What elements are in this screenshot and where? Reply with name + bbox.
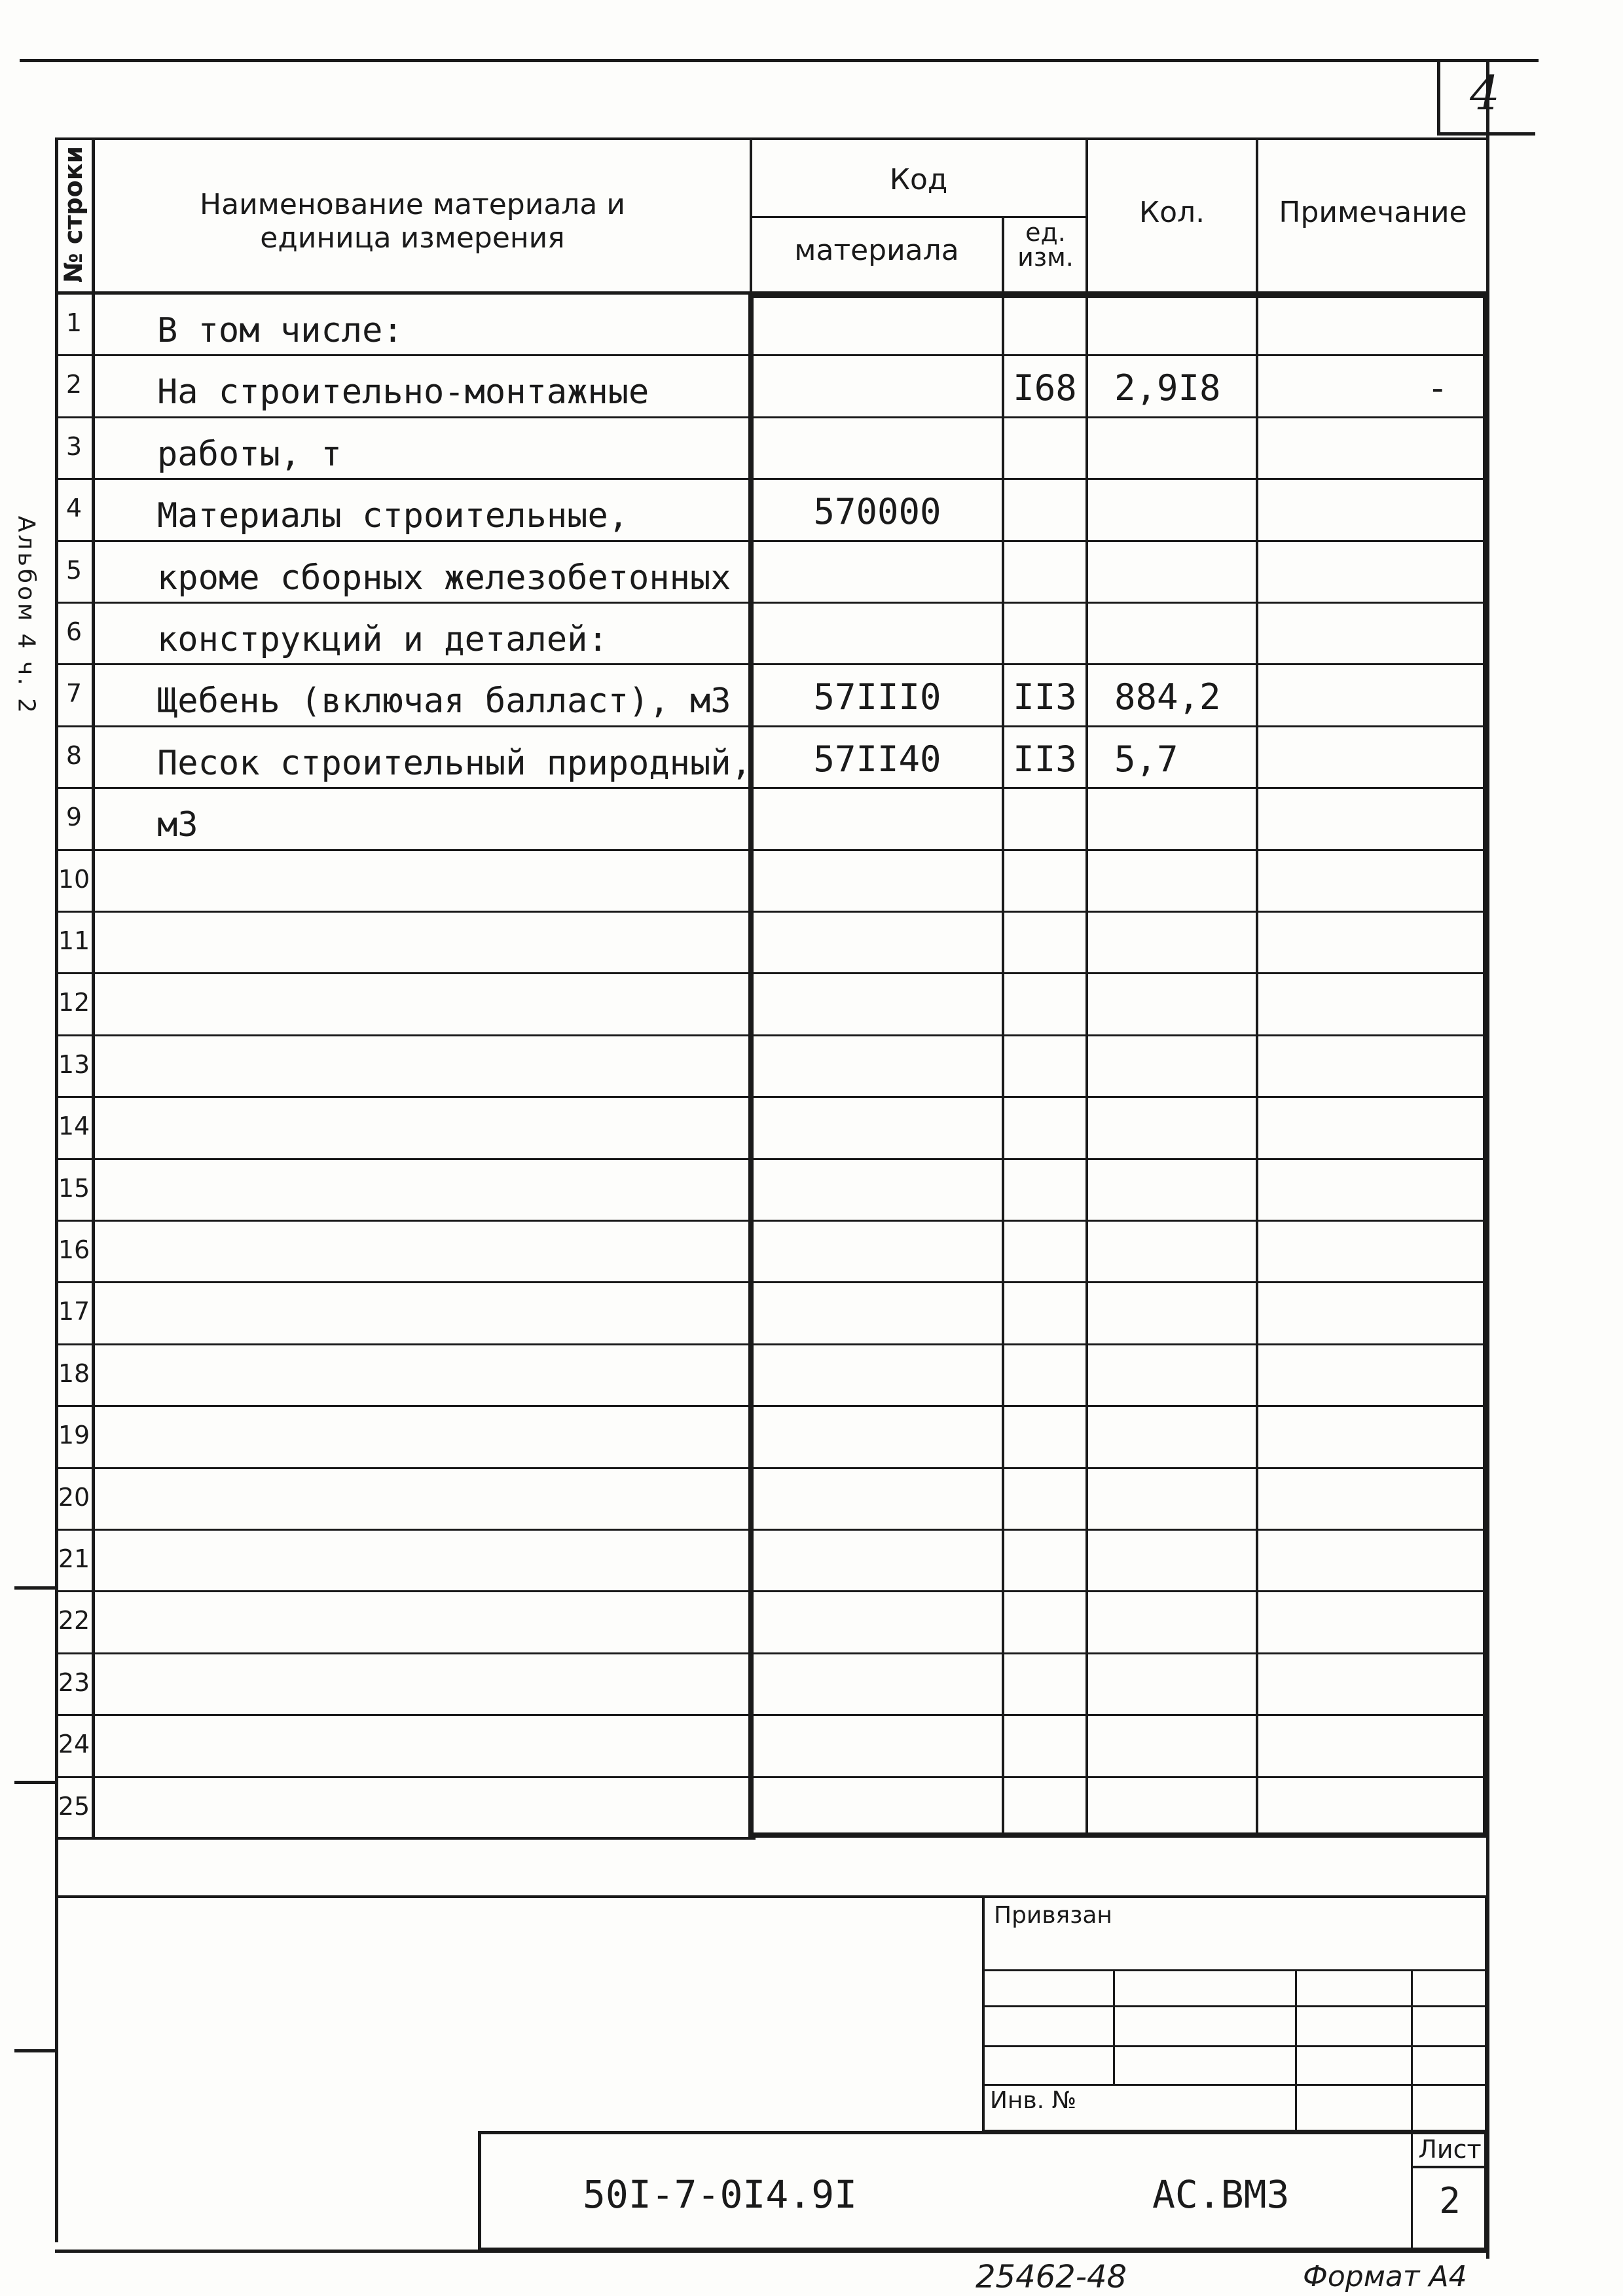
row-separator-line [55, 1467, 1487, 1469]
sheet-label-line [1411, 2166, 1487, 2168]
row-quantity: 2,9I8 [1114, 367, 1221, 409]
row-separator-line [55, 1096, 1487, 1098]
row-separator-line [55, 1714, 1487, 1716]
row-separator-line [55, 1590, 1487, 1592]
table-bottom-line [55, 1837, 756, 1840]
col-line-material [750, 137, 752, 301]
row-number: 7 [65, 679, 82, 708]
row-number: 4 [65, 494, 82, 522]
row-name: работы, т [157, 435, 342, 474]
stamp-bound-label: Привязан [994, 1902, 1112, 1929]
stamp-col-line [1113, 1969, 1115, 2084]
row-separator-line [55, 1529, 1487, 1531]
row-number: 22 [58, 1606, 90, 1635]
row-number: 5 [65, 556, 82, 585]
row-number: 15 [58, 1174, 90, 1203]
row-unit-code: II3 [1013, 738, 1077, 780]
corner-bottom-line [1437, 132, 1535, 136]
page-mark: 4 [1470, 65, 1500, 120]
row-name: конструкций и деталей: [157, 620, 608, 659]
row-separator-line [55, 911, 1487, 913]
row-separator-line [55, 478, 1487, 480]
margin-tick [14, 1586, 55, 1590]
margin-tick [14, 1781, 55, 1784]
row-name: кроме сборных железобетонных [157, 558, 731, 598]
row-separator-line [55, 1281, 1487, 1283]
row-number: 8 [65, 741, 82, 770]
row-quantity: 5,7 [1114, 738, 1178, 780]
row-number: 14 [58, 1112, 90, 1140]
row-name: На строительно-монтажные [157, 373, 649, 412]
header-name: Наименование материала и единица измерения [200, 188, 625, 255]
row-separator-line [55, 725, 1487, 727]
row-number: 24 [58, 1730, 90, 1758]
header-note: Примечание [1279, 196, 1467, 229]
stamp-col-line [1295, 1969, 1297, 2132]
row-separator-line [55, 1405, 1487, 1407]
row-material-code: 57II40 [813, 738, 941, 780]
row-number: 11 [58, 926, 90, 955]
top-border-line [20, 59, 1539, 62]
doc-code: 50I-7-0I4.9I [583, 2172, 858, 2217]
footer-number: 25462-48 [976, 2259, 1127, 2295]
row-separator-line [55, 972, 1487, 974]
row-number: 6 [65, 617, 82, 646]
row-number: 2 [65, 370, 82, 399]
row-number: 23 [58, 1668, 90, 1697]
row-number: 20 [58, 1483, 90, 1512]
row-number: 12 [58, 988, 90, 1017]
row-name: Песок строительный природный, [157, 744, 752, 783]
row-number: 3 [65, 432, 82, 461]
row-separator-line [55, 663, 1487, 665]
row-separator-line [55, 1776, 1487, 1778]
margin-tick [14, 2049, 55, 2052]
row-quantity: 884,2 [1114, 676, 1221, 718]
row-unit-code: I68 [1013, 367, 1077, 409]
row-number: 18 [58, 1359, 90, 1388]
row-name: м3 [157, 805, 198, 845]
bottom-border-line [55, 2250, 1487, 2253]
row-unit-code: II3 [1013, 676, 1077, 718]
header-material: материала [794, 234, 959, 267]
header-row-no: № строки [59, 145, 88, 283]
row-separator-line [55, 1158, 1487, 1160]
row-separator-line [55, 1652, 1487, 1654]
header-qty: Кол. [1139, 196, 1205, 229]
footer-format: Формат А4 [1303, 2260, 1467, 2293]
row-separator-line [55, 787, 1487, 789]
row-number: 1 [65, 308, 82, 337]
row-name: Щебень (включая балласт), м3 [157, 682, 731, 721]
row-separator-line [55, 354, 1487, 356]
row-number: 10 [58, 865, 90, 894]
row-separator-line [55, 416, 1487, 418]
header-unit: ед. изм. [1017, 218, 1074, 272]
row-material-code: 57III0 [813, 676, 941, 718]
sheet-label: Лист [1418, 2135, 1482, 2164]
row-number: 13 [58, 1050, 90, 1079]
row-material-code: 570000 [813, 491, 941, 532]
header-code: Код [889, 163, 948, 196]
row-number: 9 [65, 803, 82, 831]
table-top-line [55, 137, 1487, 140]
row-number: 25 [58, 1792, 90, 1821]
corner-divider-line [1437, 59, 1440, 134]
row-number: 16 [58, 1235, 90, 1264]
side-label: Альбом 4 ч. 2 [12, 515, 40, 716]
sheet-number: 2 [1439, 2180, 1461, 2221]
row-separator-line [55, 540, 1487, 542]
stamp-inv-label: Инв. № [990, 2087, 1077, 2114]
row-number: 19 [58, 1421, 90, 1449]
row-separator-line [55, 849, 1487, 851]
row-note: - [1427, 367, 1448, 409]
doc-mark: АС.ВМ3 [1152, 2172, 1290, 2217]
row-separator-line [55, 1034, 1487, 1036]
row-separator-line [55, 602, 1487, 604]
row-separator-line [55, 1343, 1487, 1345]
row-separator-line [55, 1220, 1487, 1222]
row-name: В том числе: [157, 311, 403, 350]
row-name: Материалы строительные, [157, 496, 629, 536]
row-number: 21 [58, 1544, 90, 1573]
row-number: 17 [58, 1297, 90, 1326]
